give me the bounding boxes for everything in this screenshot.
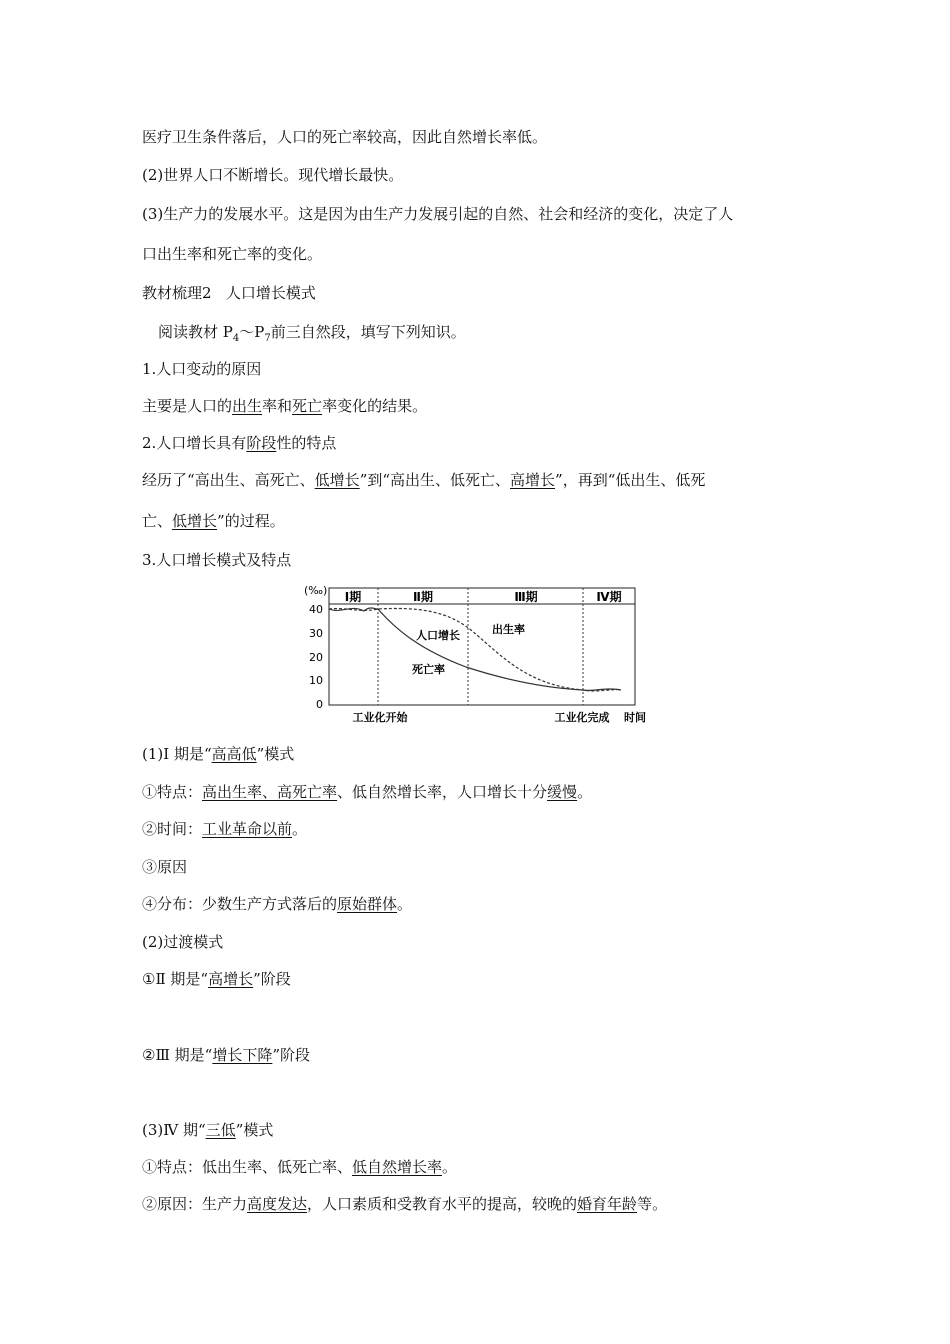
series-label-birth-rate: 出生率	[492, 623, 525, 636]
series-label-natural-growth: 人口增长	[416, 629, 460, 642]
paragraph-line: 主要是人口的出生率和死亡率变化的结果。	[142, 397, 428, 415]
mode-1-heading: (1)Ⅰ 期是“高高低”模式	[142, 745, 295, 763]
paragraph-line: 口出生率和死亡率的变化。	[142, 245, 323, 263]
period-label-3: Ⅲ期	[514, 590, 538, 604]
mode-3-heading: (3)Ⅳ 期“三低”模式	[142, 1121, 274, 1139]
mode-2-heading: (2)过渡模式	[142, 933, 224, 951]
plot-frame	[329, 588, 635, 705]
paragraph-line: (2)世界人口不断增长。现代增长最快。	[142, 166, 404, 184]
y-tick-label: 30	[309, 627, 323, 640]
y-tick-label: 40	[309, 603, 323, 616]
period-label-2: Ⅱ期	[413, 590, 433, 604]
mode-1-time: ②时间：工业革命以前。	[142, 820, 308, 838]
period-label-1: Ⅰ期	[344, 590, 362, 604]
series-label-death-rate: 死亡率	[412, 663, 445, 676]
y-axis-unit: (‰)	[304, 584, 328, 597]
paragraph-line: 医疗卫生条件落后，人口的死亡率较高，因此自然增长率低。	[142, 128, 548, 146]
death-rate-line	[329, 608, 621, 690]
section-heading: 教材梳理2 人口增长模式	[142, 284, 316, 302]
paragraph-line: 亡、低增长”的过程。	[142, 512, 285, 530]
heading-3: 3.人口增长模式及特点	[142, 551, 292, 569]
mode-1-feature: ①特点：高出生率、高死亡率、低自然增长率，人口增长十分缓慢。	[142, 783, 593, 801]
heading-2: 2.人口增长具有阶段性的特点	[142, 434, 337, 452]
y-tick-label: 10	[309, 674, 323, 687]
population-growth-chart	[296, 580, 666, 728]
x-marker-industrial-end: 工业化完成	[554, 711, 610, 724]
mode-2-phase-2: ①Ⅱ 期是“高增长”阶段	[142, 970, 291, 988]
paragraph-line: 经历了“高出生、高死亡、低增长”到“高出生、低死亡、高增长”，再到“低出生、低死	[142, 471, 706, 489]
mode-2-phase-3: ②Ⅲ 期是“增长下降”阶段	[142, 1046, 311, 1064]
heading-1: 1.人口变动的原因	[142, 360, 262, 378]
birth-rate-line	[329, 608, 621, 691]
x-marker-industrial-start: 工业化开始	[352, 711, 408, 724]
period-label-4: Ⅳ期	[596, 590, 622, 604]
x-axis-label: 时间	[624, 711, 646, 724]
mode-3-reason: ②原因：生产力高度发达，人口素质和受教育水平的提高，较晚的婚育年龄等。	[142, 1195, 668, 1213]
paragraph-line: (3)生产力的发展水平。这是因为由生产力发展引起的自然、社会和经济的变化，决定了人	[142, 205, 734, 223]
mode-3-feature: ①特点：低出生率、低死亡率、低自然增长率。	[142, 1158, 458, 1176]
mode-1-distribution: ④分布：少数生产方式落后的原始群体。	[142, 895, 413, 913]
y-tick-label: 0	[316, 698, 323, 711]
y-tick-label: 20	[309, 651, 323, 664]
reading-instruction: 阅读教材 $P_4\sim P_7$前三自然段，填写下列知识。	[158, 323, 466, 344]
mode-1-reason: ③原因	[142, 858, 188, 876]
